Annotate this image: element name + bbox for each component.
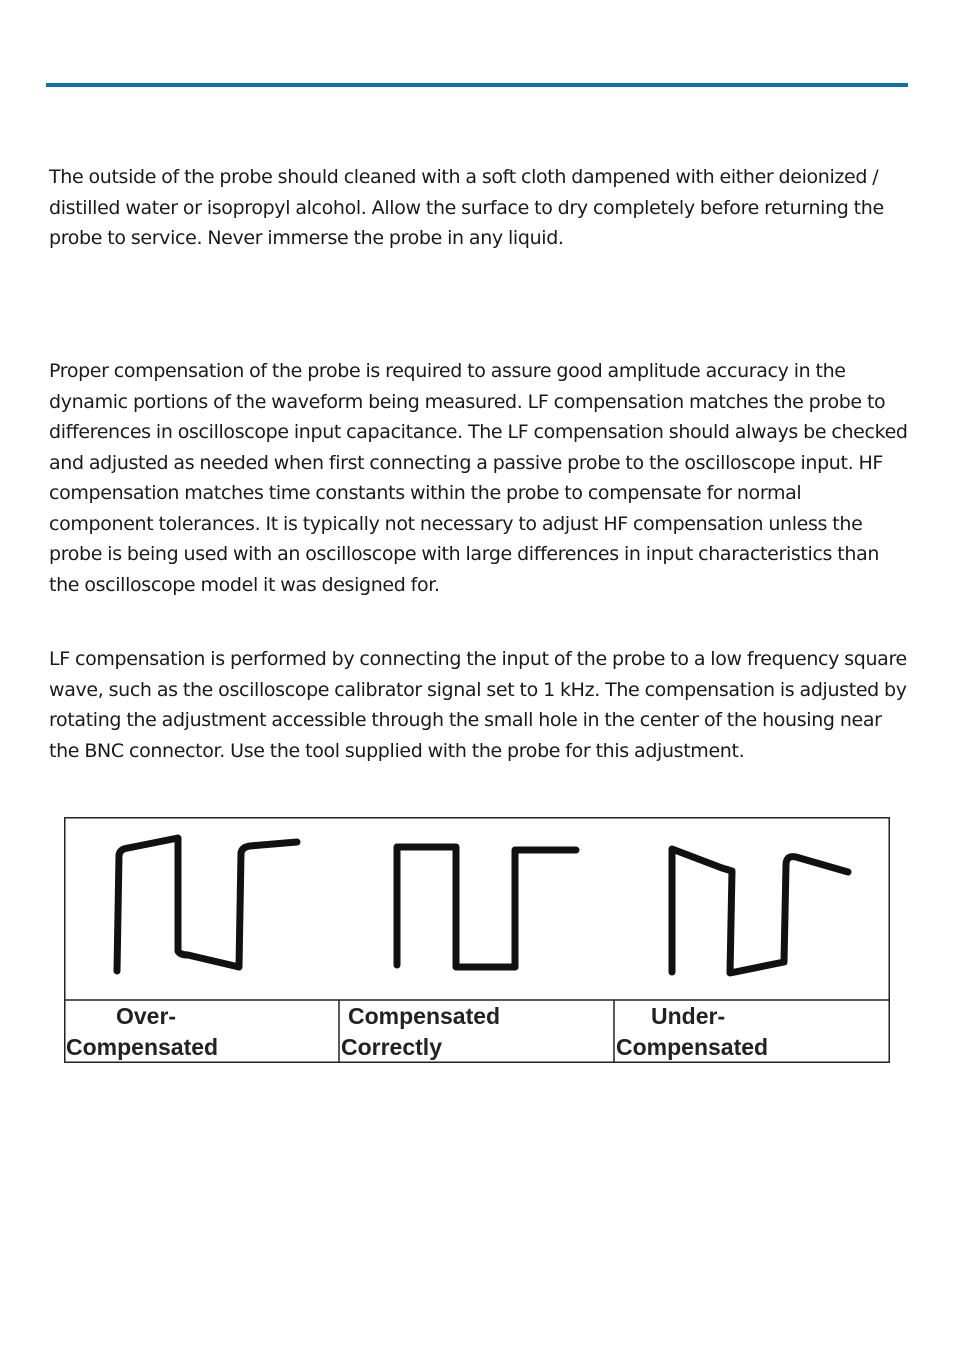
caption-compensated-correctly — [341, 1001, 611, 1063]
lf-procedure-paragraph: LF compensation is performed by connecting the input of the probe to a low frequency square wave, such as the oscilloscope calibrator signal set to 1 kHz. The compensation is adjusted by rotating the adjustment accessible through the small hole in the center of the housing near the BNC connector. Use the tool supplied with the probe for this adjustment. — [49, 648, 907, 762]
caption-under-line1: Under- — [651, 1003, 726, 1029]
cleaning-paragraph: The outside of the probe should cleaned with a soft cloth dampened with either deionized / distilled water or isopropyl alcohol. Allow the surface to dry completely before returning the probe to service. Never immerse the probe in any liquid. — [49, 166, 884, 249]
caption-over-compensated — [66, 1001, 336, 1063]
compensation-paragraph: Proper compensation of the probe is required to assure good amplitude accuracy in the dynamic portions of the waveform being measured. LF compensation matches the probe to differences in oscilloscope input capacitance. The LF compensation should always be checked and adjusted as needed when first connecting a passive probe to the oscilloscope input. HF compensation matches time constants within the probe to compensate for normal component tolerances. It is typically not necessary to adjust HF compensation unless the probe is being used with an oscilloscope with large differences in input characteristics than the oscilloscope model it was designed for. — [49, 360, 908, 596]
header-rule — [46, 83, 908, 87]
caption-under-compensated — [616, 1001, 886, 1063]
caption-under-line2: Compensated — [616, 1034, 769, 1060]
correct-compensated-waveform — [397, 847, 576, 967]
caption-correct-line2: Correctly — [341, 1034, 442, 1060]
caption-over-line2: Compensated — [66, 1034, 219, 1060]
under-compensated-waveform — [672, 849, 848, 973]
caption-over-line1: Over- — [116, 1003, 177, 1029]
compensation-waveform-figure — [64, 817, 890, 1063]
caption-correct-line1: Compensated — [348, 1003, 501, 1029]
over-compensated-waveform — [117, 838, 297, 971]
